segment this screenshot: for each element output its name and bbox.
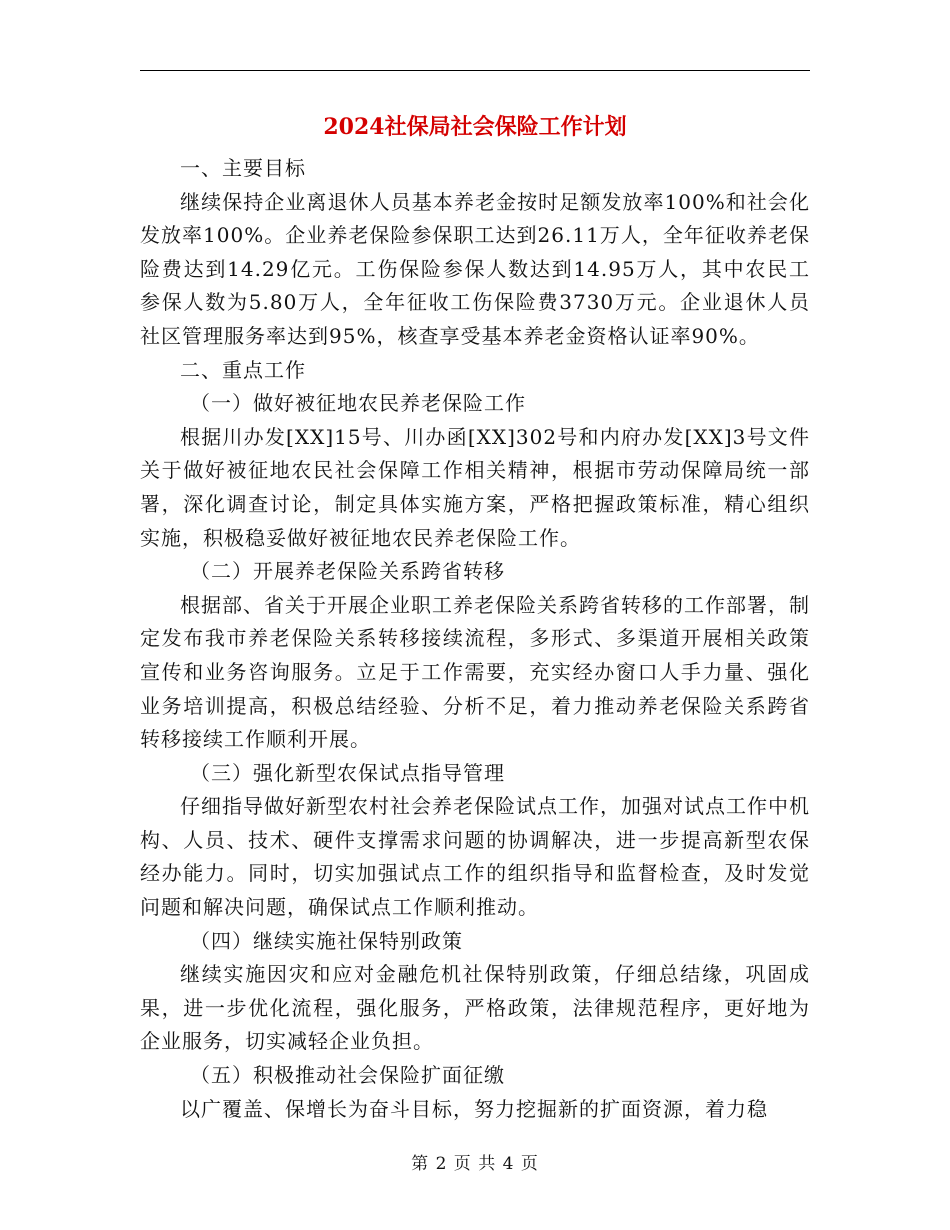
paragraph-main-goals: 继续保持企业离退休人员基本养老金按时足额发放率100%和社会化发放率100%。企业养老保险参保职工达到26.11万人，全年征收养老保险费达到14.29亿元。工伤保险参保人数达到14.95万人，其中农民工参保人数为5.80万人，全年征收工伤保险费3730万元。企业退休人员社区管理服务率达到95%，核查享受基本养老金资格认证率90%。	[140, 189, 810, 348]
document-title: 2024社保局社会保险工作计划	[323, 114, 627, 140]
header-rule	[140, 70, 810, 71]
paragraph-rural-pilot: 仔细指导做好新型农村社会养老保险试点工作，加强对试点工作中机构、人员、技术、硬件支撑需求问题的协调解决，进一步提高新型农保经办能力。同时，切实加强试点工作的组织指导和监督检查，及时发觉问题和解决问题，确保试点工作顺利推动。	[140, 794, 810, 920]
paragraph-cross-province: 根据部、省关于开展企业职工养老保险关系跨省转移的工作部署，制定发布我市养老保险关系转移接续流程，多形式、多渠道开展相关政策宣传和业务咨询服务。立足于工作需要，充实经办窗口人手力量、强化业务培训提高，积极总结经验、分析不足，着力推动养老保险关系跨省转移接续工作顺利开展。	[140, 592, 810, 752]
page-number-footer: 第 2 页 共 4 页	[411, 1154, 539, 1174]
section-heading-key-work: 二、重点工作	[180, 357, 306, 382]
document-body	[140, 152, 810, 1126]
paragraph-coverage-expansion: 以广覆盖、保增长为奋斗目标，努力挖掘新的扩面资源，着力稳	[180, 1096, 768, 1121]
section-heading-main-goals: 一、主要目标	[180, 156, 306, 180]
paragraph-land-farmers: 根据川办发[XX]15号、川办函[XX]302号和内府办发[XX]3号文件关于做好被征地农民社会保障工作相关精神，根据市劳动保障局统一部署，深化调查讨论，制定具体实施方案，严格把握政策标准，精心组织实施，积极稳妥做好被征地农民养老保险工作。	[140, 424, 810, 550]
subheading-rural-pilot: （三）强化新型农保试点指导管理	[190, 760, 505, 785]
subheading-land-farmers: （一）做好被征地农民养老保险工作	[190, 391, 526, 416]
subheading-coverage-expansion: （五）积极推动社会保险扩面征缴	[190, 1063, 505, 1088]
subheading-special-policy: （四）继续实施社保特别政策	[190, 928, 463, 953]
paragraph-special-policy: 继续实施因灾和应对金融危机社保特别政策，仔细总结缘，巩固成果，进一步优化流程，强化服务，严格政策，法律规范程序，更好地为企业服务，切实减轻企业负担。	[140, 962, 810, 1054]
subheading-cross-province: （二）开展养老保险关系跨省转移	[190, 559, 505, 584]
